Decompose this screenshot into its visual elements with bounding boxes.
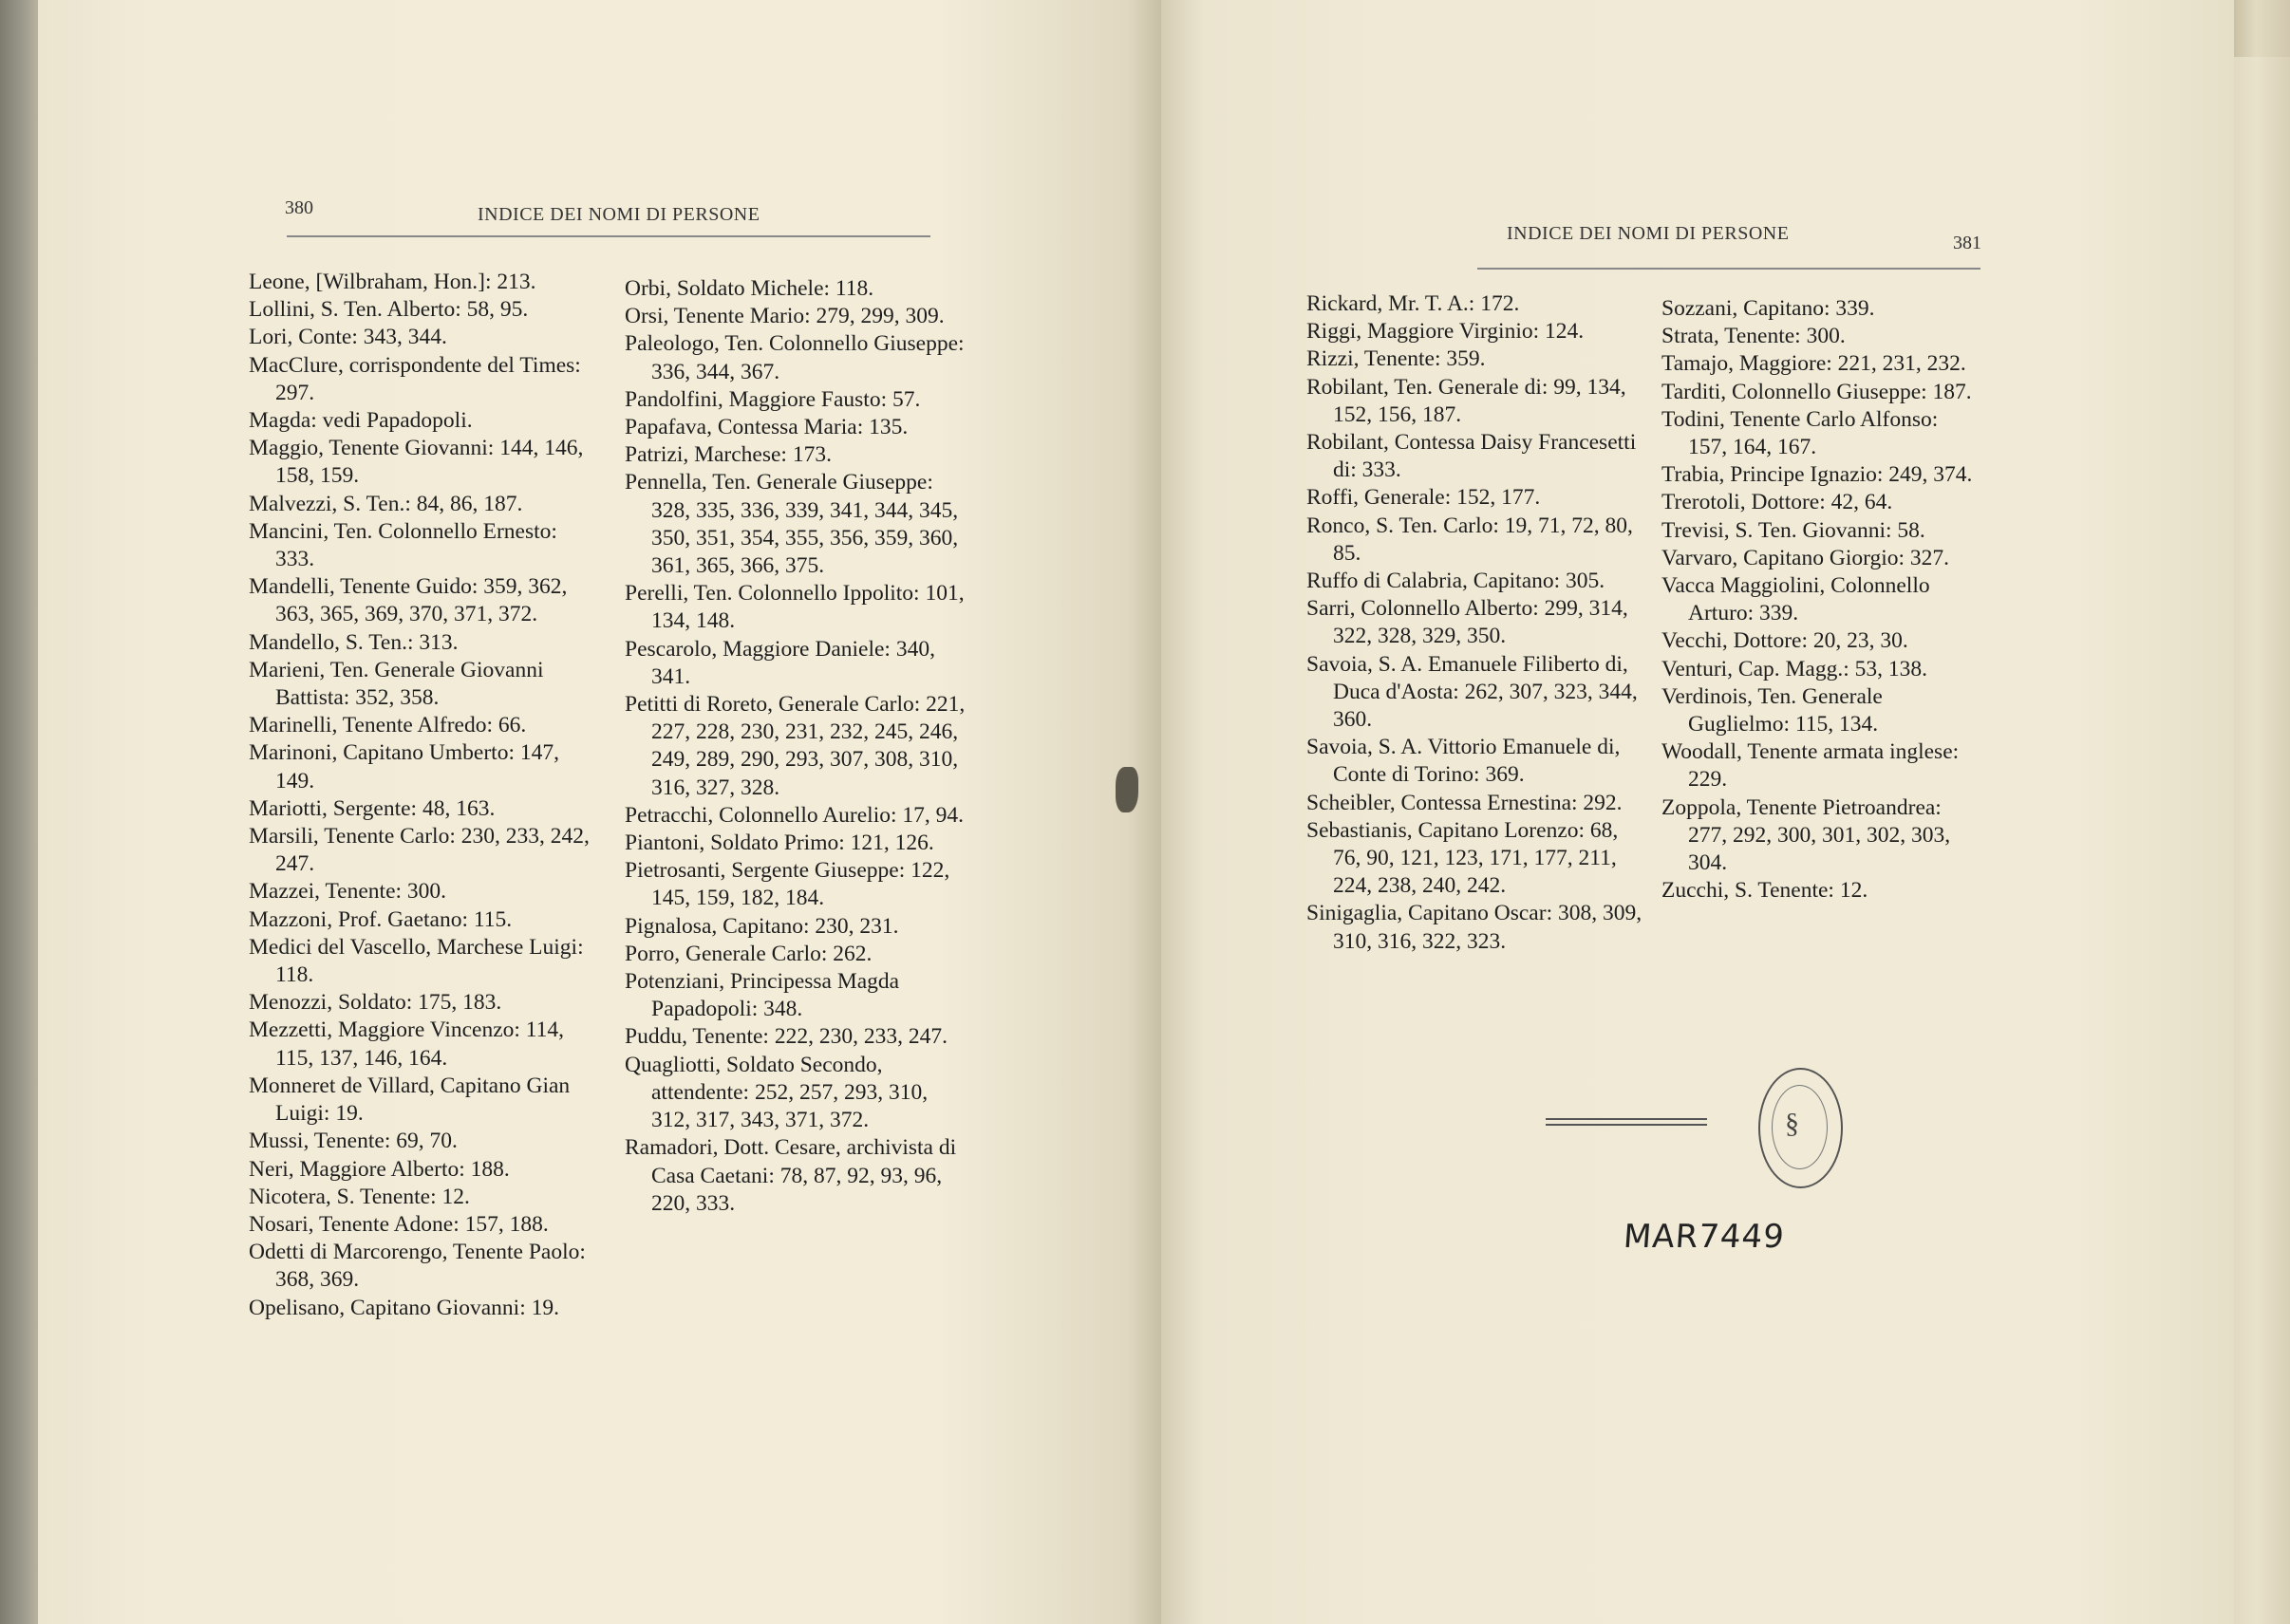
index-entry: Riggi, Maggiore Virginio: 124. bbox=[1306, 319, 1585, 345]
index-entry: Neri, Maggiore Alberto: 188. bbox=[249, 1156, 510, 1182]
index-entry: Puddu, Tenente: 222, 230, 233, 247. bbox=[625, 1024, 948, 1050]
index-entry: Petitti di Roreto, Generale Carlo: 221, 227, 228, 230, 231, 232, 245, 246, 249, 289, 290, 293, 307, 308, 310, 316, 327, 328. bbox=[625, 692, 966, 800]
index-entry: Orsi, Tenente Mario: 279, 299, 309. bbox=[625, 304, 945, 329]
index-entry: Pennella, Ten. Generale Giuseppe: 328, 335, 336, 339, 341, 344, 345, 350, 351, 354, 355, 356, 359, 360, 361, 365, 366, 375. bbox=[625, 470, 959, 579]
index-entry: Verdinois, Ten. Generale Guglielmo: 115, 134. bbox=[1661, 683, 1883, 737]
index-entry: Porro, Generale Carlo: 262. bbox=[625, 941, 873, 966]
index-entry: Paleologo, Ten. Colonnello Giuseppe: 336, 344, 367. bbox=[625, 331, 965, 384]
index-entry: Opelisano, Capitano Giovanni: 19. bbox=[249, 1295, 559, 1320]
left-index-column-1 bbox=[249, 269, 591, 1322]
index-entry: Robilant, Ten. Generale di: 99, 134, 152, 156, 187. bbox=[1306, 374, 1626, 427]
index-entry: Lollini, S. Ten. Alberto: 58, 95. bbox=[249, 297, 529, 323]
index-entry: Tamajo, Maggiore: 221, 231, 232. bbox=[1661, 351, 1966, 377]
right-page-number: 381 bbox=[1953, 233, 1981, 253]
index-entry: Ronco, S. Ten. Carlo: 19, 71, 72, 80, 85. bbox=[1306, 513, 1633, 566]
book-edge-left bbox=[0, 0, 38, 1624]
index-entry: Mezzetti, Maggiore Vincenzo: 114, 115, 137, 146, 164. bbox=[249, 1017, 565, 1071]
index-entry: Magda: vedi Papadopoli. bbox=[249, 408, 473, 434]
right-index-column-1 bbox=[1306, 290, 1643, 956]
index-entry: Mancini, Ten. Colonnello Ernesto: 333. bbox=[249, 518, 557, 572]
index-entry: Mandello, S. Ten.: 313. bbox=[249, 629, 459, 655]
index-entry: Piantoni, Soldato Primo: 121, 126. bbox=[625, 831, 934, 856]
index-entry: Marinoni, Capitano Umberto: 147, 149. bbox=[249, 740, 559, 793]
left-page-number: 380 bbox=[285, 197, 313, 218]
index-entry: Medici del Vascello, Marchese Luigi: 118. bbox=[249, 934, 584, 988]
index-entry: Nicotera, S. Tenente: 12. bbox=[249, 1184, 470, 1209]
index-entry: Roffi, Generale: 152, 177. bbox=[1306, 485, 1541, 511]
index-entry: Perelli, Ten. Colonnello Ippolito: 101, 134, 148. bbox=[625, 581, 965, 634]
index-entry: Sebastianis, Capitano Lorenzo: 68, 76, 90, 121, 123, 171, 177, 211, 224, 238, 240, 242. bbox=[1306, 817, 1619, 899]
right-index-column-2 bbox=[1661, 295, 1980, 905]
index-entry: Mazzoni, Prof. Gaetano: 115. bbox=[249, 906, 513, 932]
index-entry: Ramadori, Dott. Cesare, archivista di Casa Caetani: 78, 87, 92, 93, 96, 220, 333. bbox=[625, 1135, 957, 1216]
index-entry: Maggio, Tenente Giovanni: 144, 146, 158, 159. bbox=[249, 436, 584, 489]
index-entry: Zucchi, S. Tenente: 12. bbox=[1661, 878, 1868, 904]
index-entry: Tarditi, Colonnello Giuseppe: 187. bbox=[1661, 379, 1972, 404]
index-entry: Venturi, Cap. Magg.: 53, 138. bbox=[1661, 656, 1928, 681]
index-entry: Odetti di Marcorengo, Tenente Paolo: 368, 369. bbox=[249, 1240, 586, 1293]
index-entry: Mazzei, Tenente: 300. bbox=[249, 879, 447, 905]
index-entry: Papafava, Contessa Maria: 135. bbox=[625, 415, 909, 440]
index-entry: Lori, Conte: 343, 344. bbox=[249, 325, 447, 350]
index-entry: Vacca Maggiolini, Colonnello Arturo: 339. bbox=[1661, 573, 1930, 626]
index-entry: Woodall, Tenente armata inglese: 229. bbox=[1661, 739, 1960, 793]
index-entry: Potenziani, Principessa Magda Papadopoli: 348. bbox=[625, 969, 900, 1022]
page-left bbox=[38, 0, 1161, 1624]
index-entry: Pignalosa, Capitano: 230, 231. bbox=[625, 913, 899, 939]
index-entry: Quagliotti, Soldato Secondo, attendente: 252, 257, 293, 310, 312, 317, 343, 371, 372. bbox=[625, 1052, 929, 1133]
index-entry: Patrizi, Marchese: 173. bbox=[625, 442, 832, 468]
index-entry: Sinigaglia, Capitano Oscar: 308, 309, 310, 316, 322, 323. bbox=[1306, 901, 1642, 954]
right-header-rule bbox=[1477, 268, 1980, 270]
index-entry: Sarri, Colonnello Alberto: 299, 314, 322, 328, 329, 350. bbox=[1306, 596, 1628, 649]
index-entry: Malvezzi, S. Ten.: 84, 86, 187. bbox=[249, 491, 523, 516]
index-entry: Marinelli, Tenente Alfredo: 66. bbox=[249, 713, 527, 738]
index-entry: Sozzani, Capitano: 339. bbox=[1661, 296, 1875, 321]
index-entry: Marieni, Ten. Generale Giovanni Battista: 352, 358. bbox=[249, 657, 544, 711]
index-entry: Vecchi, Dottore: 20, 23, 30. bbox=[1661, 628, 1908, 654]
index-entry: Marsili, Tenente Carlo: 230, 233, 242, 247. bbox=[249, 824, 590, 877]
end-double-rule bbox=[1546, 1118, 1707, 1129]
index-entry: Mussi, Tenente: 69, 70. bbox=[249, 1129, 458, 1154]
index-entry: Mariotti, Sergente: 48, 163. bbox=[249, 795, 496, 821]
index-entry: Savoia, S. A. Emanuele Filiberto di, Duca d'Aosta: 262, 307, 323, 344, 360. bbox=[1306, 651, 1638, 733]
right-running-header: INDICE DEI NOMI DI PERSONE bbox=[1507, 223, 1790, 244]
index-entry: Ruffo di Calabria, Capitano: 305. bbox=[1306, 569, 1605, 594]
index-entry: Pietrosanti, Sergente Giuseppe: 122, 145, 159, 182, 184. bbox=[625, 858, 950, 911]
index-entry: MacClure, corrispondente del Times: 297. bbox=[249, 352, 581, 405]
index-entry: Strata, Tenente: 300. bbox=[1661, 324, 1846, 349]
left-index-column-2 bbox=[625, 275, 967, 1218]
index-entry: Zoppola, Tenente Pietroandrea: 277, 292, 300, 301, 302, 303, 304. bbox=[1661, 794, 1951, 876]
index-entry: Trerotoli, Dottore: 42, 64. bbox=[1661, 490, 1893, 515]
index-entry: Trabia, Principe Ignazio: 249, 374. bbox=[1661, 462, 1973, 488]
index-entry: Mandelli, Tenente Guido: 359, 362, 363, 365, 369, 370, 371, 372. bbox=[249, 574, 568, 627]
left-header-rule bbox=[287, 235, 930, 237]
index-entry: Rizzi, Tenente: 359. bbox=[1306, 346, 1486, 372]
index-entry: Monneret de Villard, Capitano Gian Luigi: 19. bbox=[249, 1073, 571, 1127]
index-entry: Robilant, Contessa Daisy Francesetti di: 333. bbox=[1306, 430, 1637, 483]
index-entry: Pandolfini, Maggiore Fausto: 57. bbox=[625, 386, 921, 412]
index-entry: Leone, [Wilbraham, Hon.]: 213. bbox=[249, 270, 536, 294]
library-stamp: § bbox=[1758, 1068, 1843, 1188]
index-entry: Menozzi, Soldato: 175, 183. bbox=[249, 990, 502, 1016]
left-running-header: INDICE DEI NOMI DI PERSONE bbox=[478, 204, 760, 225]
index-entry: Savoia, S. A. Vittorio Emanuele di, Conte di Torino: 369. bbox=[1306, 735, 1621, 788]
index-entry: Orbi, Soldato Michele: 118. bbox=[625, 276, 874, 301]
index-entry: Petracchi, Colonnello Aurelio: 17, 94. bbox=[625, 802, 965, 828]
index-entry: Rickard, Mr. T. A.: 172. bbox=[1306, 291, 1520, 316]
index-entry: Trevisi, S. Ten. Giovanni: 58. bbox=[1661, 517, 1925, 543]
handwritten-shelfmark: MAR7449 bbox=[1622, 1218, 1787, 1256]
index-entry: Pescarolo, Maggiore Daniele: 340, 341. bbox=[625, 636, 935, 689]
index-entry: Nosari, Tenente Adone: 157, 188. bbox=[249, 1211, 549, 1237]
index-entry: Scheibler, Contessa Ernestina: 292. bbox=[1306, 790, 1623, 815]
gutter-tear bbox=[1116, 767, 1138, 812]
index-entry: Varvaro, Capitano Giorgio: 327. bbox=[1661, 545, 1950, 570]
index-entry: Todini, Tenente Carlo Alfonso: 157, 164, 167. bbox=[1661, 406, 1939, 460]
